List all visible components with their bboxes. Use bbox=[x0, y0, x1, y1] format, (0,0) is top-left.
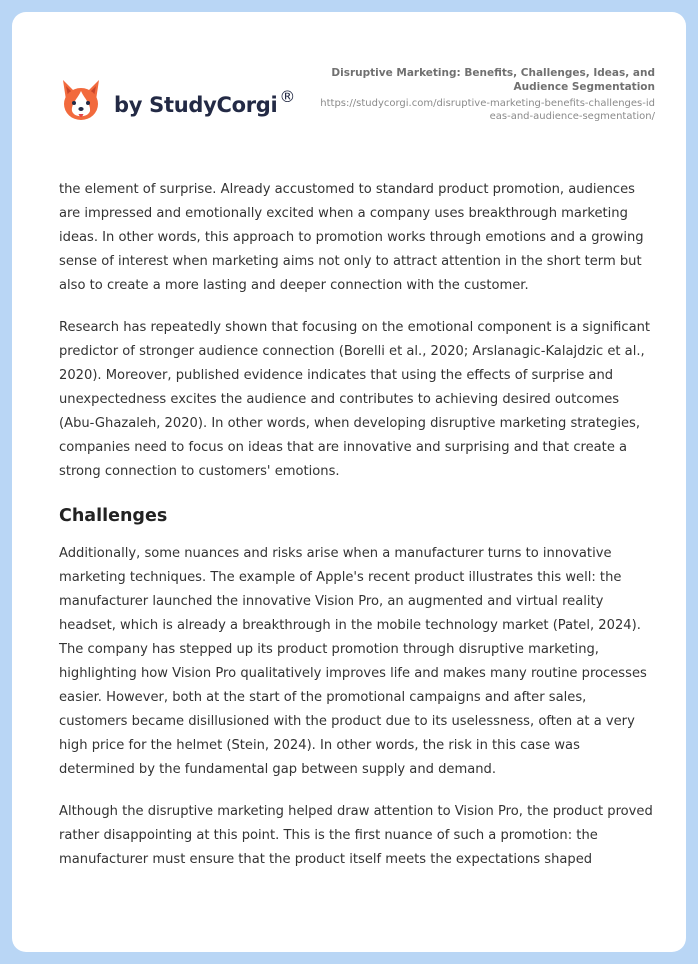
paragraph: Additionally, some nuances and risks arise when a manufacturer turns to innovative marketing techniques. The example of Apple's recent product illustrates this well: the manufacturer launched the innovative Vision Pro, an augmented and virtual reality headset, which is already a breakthrough in the mobile technology market (Patel, 2024). The company has stepped up its product promotion through disruptive marketing, highlighting how Vision Pro qualitatively improves life and makes many routine processes easier. However, both at the start of the promotional campaigns and after sales, customers became disillusioned with the product due to its uselessness, often at a very high price for the helmet (Stein, 2024). In other words, the risk in this case was determined by the fundamental gap between supply and demand. bbox=[59, 546, 647, 777]
paragraph: Although the disruptive marketing helped draw attention to Vision Pro, the product proved rather disappointing at this point. This is the first nuance of such a promotion: the manufacturer must ensure that the product itself meets the expectations shaped bbox=[59, 804, 653, 867]
studycorgi-logo[interactable] bbox=[60, 76, 295, 126]
document-meta bbox=[315, 66, 655, 123]
document-page bbox=[12, 12, 686, 952]
page-header bbox=[12, 12, 686, 162]
document-title: Disruptive Marketing: Benefits, Challenges, Ideas, and Audience Segmentation bbox=[331, 67, 655, 93]
brand-name: by StudyCorgi ® bbox=[114, 87, 296, 117]
section-heading-challenges: Challenges bbox=[59, 506, 168, 526]
document-url[interactable]: https://studycorgi.com/disruptive-marketing-benefits-challenges-ideas-and-audience-segmentation/ bbox=[320, 98, 655, 122]
registered-mark: ® bbox=[279, 87, 296, 106]
document-body bbox=[59, 178, 655, 890]
paragraph: Research has repeatedly shown that focusing on the emotional component is a significant predictor of stronger audience connection (Borelli et al., 2020; Arslanagic-Kalajdzic et al., 2020). Moreover, published evidence indicates that using the effects of surprise and unexpectedness excites the audience and contributes to achieving desired outcomes (Abu-Ghazaleh, 2020). In other words, when developing disruptive marketing strategies, companies need to focus on ideas that are innovative and surprising and that create a strong connection to customers' emotions. bbox=[59, 320, 651, 479]
corgi-logo-icon bbox=[60, 78, 102, 124]
paragraph: the element of surprise. Already accustomed to standard product promotion, audiences are impressed and emotionally excited when a company uses breakthrough marketing ideas. In other words, this approach to promotion works through emotions and a growing sense of interest when marketing aims not only to attract attention in the short term but also to create a more lasting and deeper connection with the customer. bbox=[59, 182, 644, 293]
